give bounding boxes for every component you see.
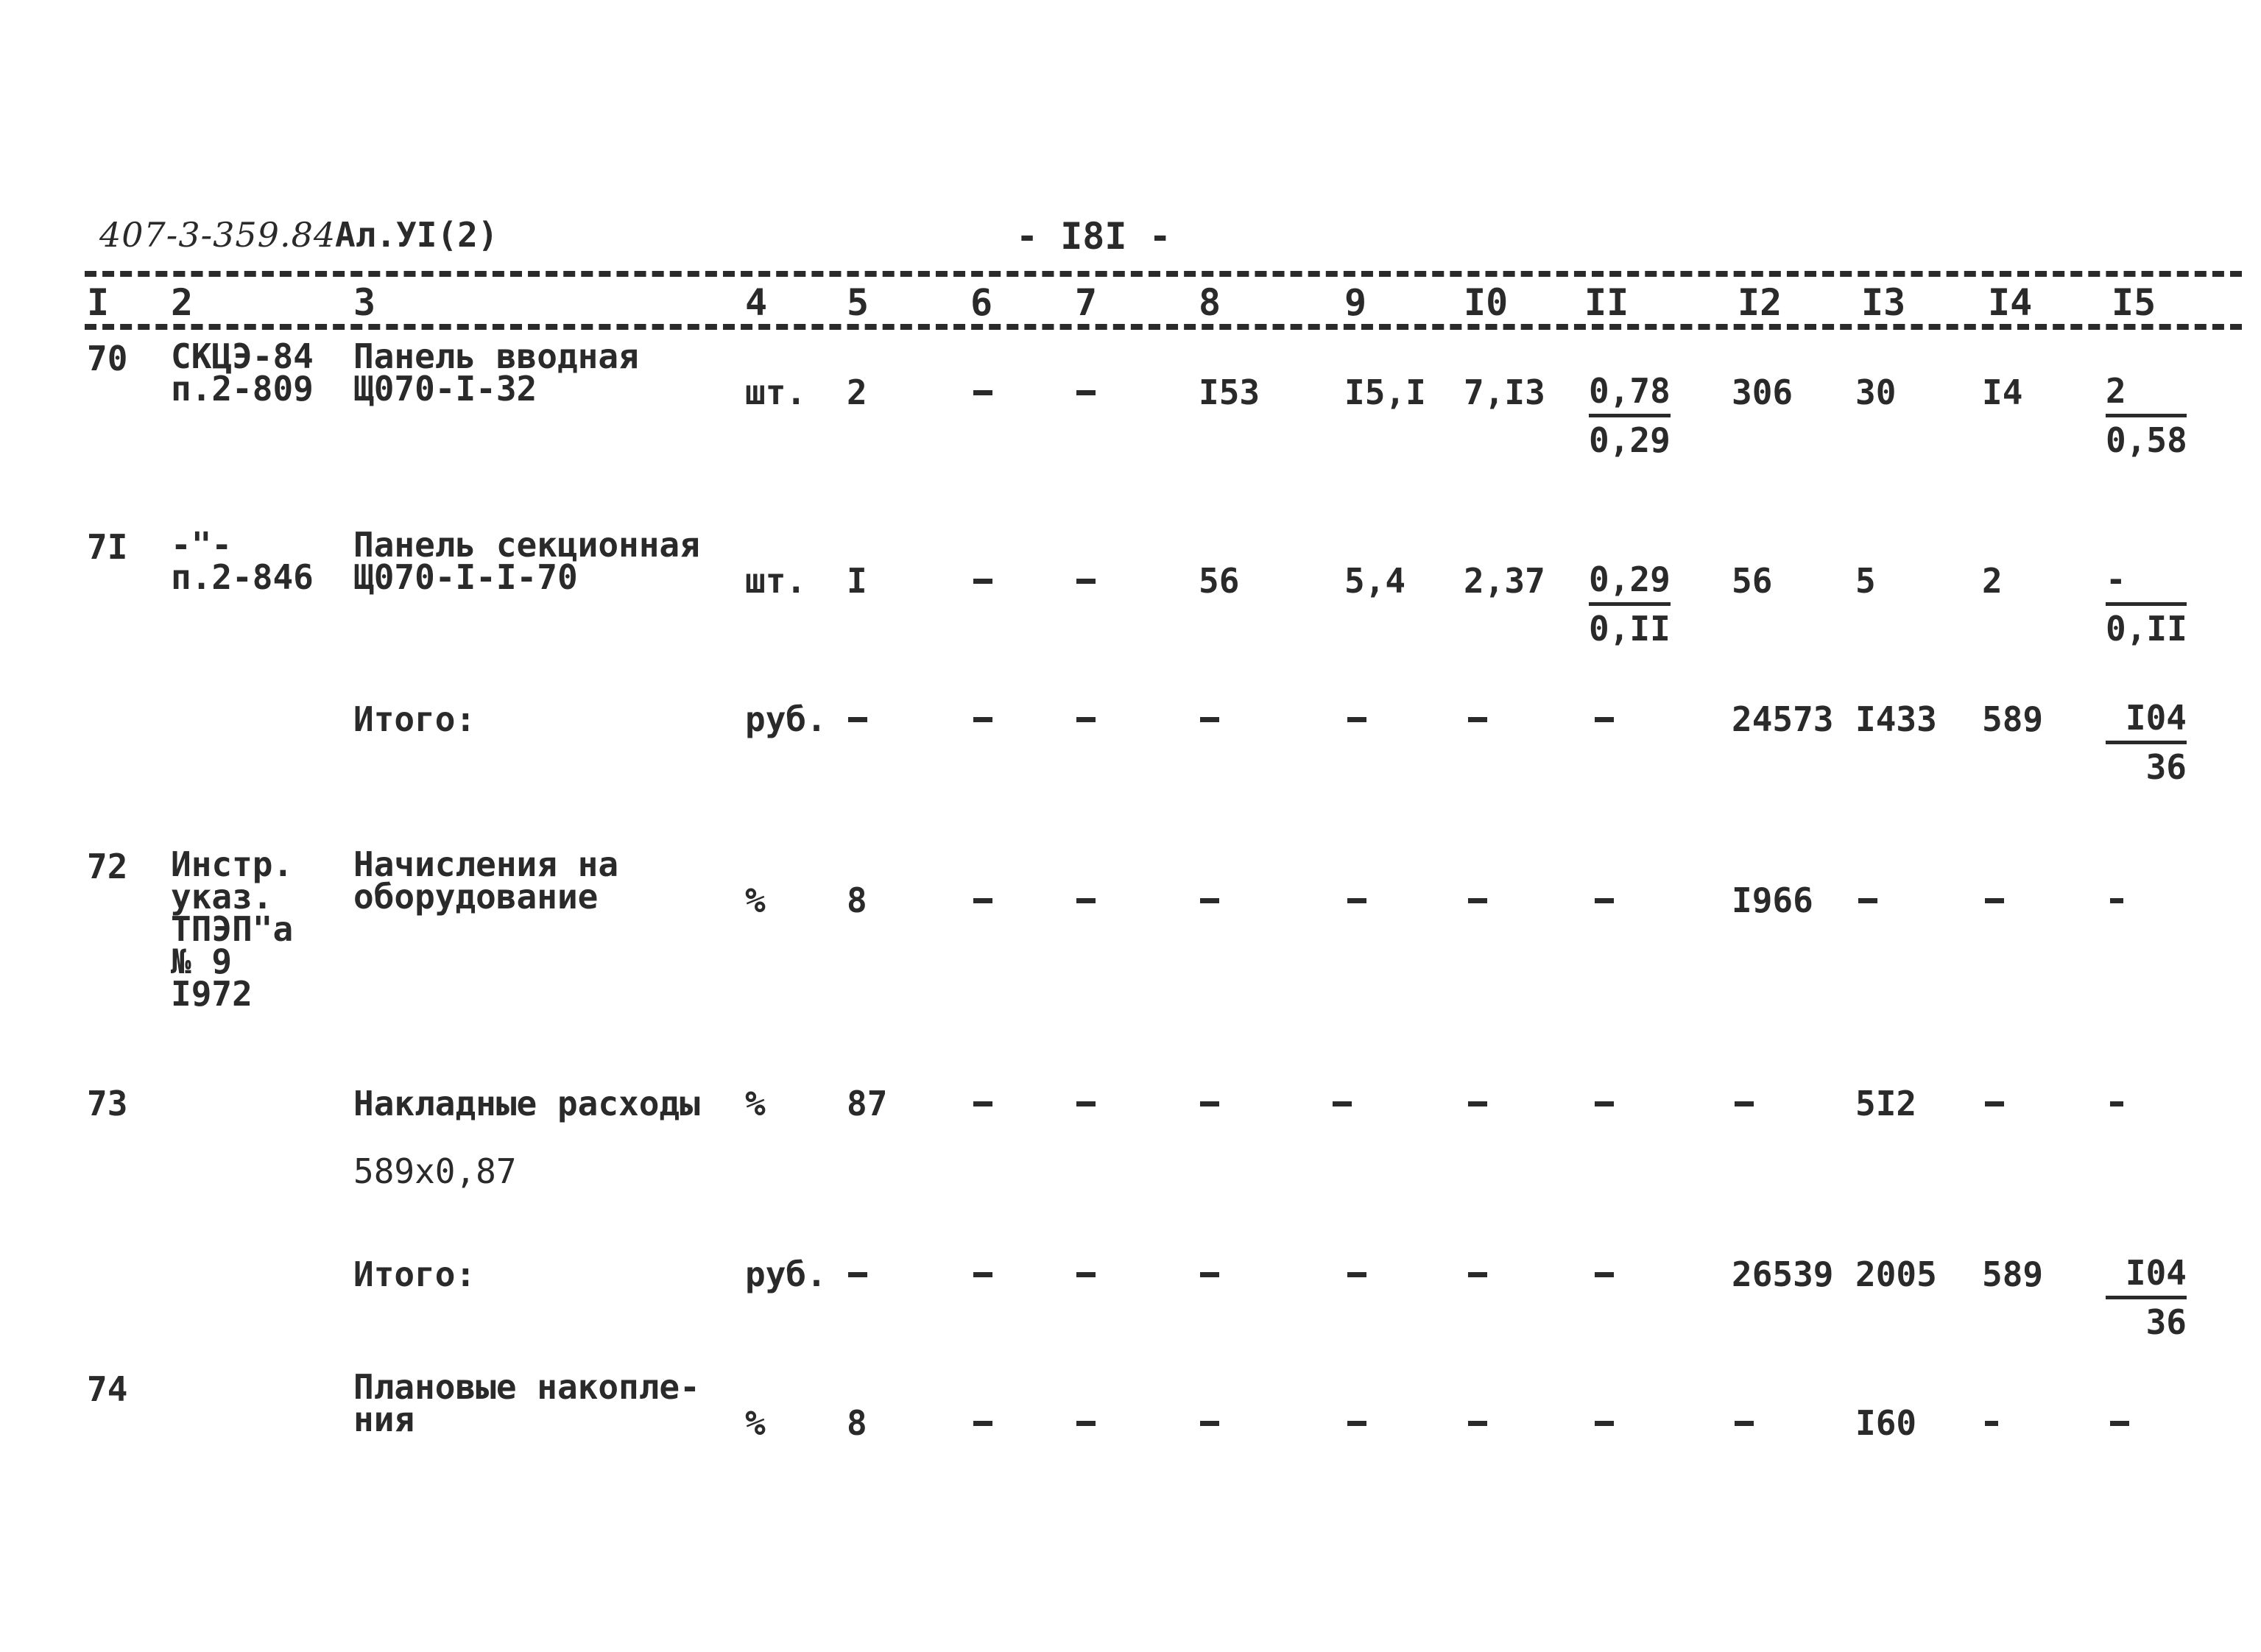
empty-dash <box>1076 579 1096 584</box>
col-10-value: 7,I3 <box>1464 373 1545 412</box>
col-12-value: 24573 <box>1732 699 1834 739</box>
unit: руб. <box>745 1254 827 1294</box>
empty-dash <box>2110 1101 2123 1106</box>
empty-dash <box>1595 717 1614 722</box>
column-header: I0 <box>1464 281 1509 324</box>
page-number: - I8I - <box>1016 215 1171 258</box>
empty-dash <box>1595 1421 1614 1426</box>
row-number: 70 <box>87 339 128 378</box>
column-header: 8 <box>1199 281 1221 324</box>
empty-dash <box>1076 717 1096 722</box>
empty-dash <box>973 579 992 584</box>
empty-dash <box>1735 1421 1754 1426</box>
col-13-value: 5I2 <box>1855 1084 1917 1123</box>
sheet-label: Ал.УI(2) <box>335 215 498 255</box>
column-header: 6 <box>970 281 993 324</box>
empty-dash <box>973 1421 992 1426</box>
column-header: 5 <box>847 281 870 324</box>
empty-dash <box>1595 1272 1614 1277</box>
col-12-value: I966 <box>1732 880 1813 920</box>
row-number: 7I <box>87 527 128 567</box>
column-header: 4 <box>745 281 768 324</box>
calculation-note: 589х0,87 <box>353 1151 517 1191</box>
empty-dash <box>1595 898 1614 903</box>
unit: % <box>745 880 766 920</box>
column-header: 9 <box>1344 281 1367 324</box>
quantity: 87 <box>847 1084 888 1123</box>
empty-dash <box>1200 717 1219 722</box>
col-8-value: 56 <box>1199 561 1240 601</box>
empty-dash <box>973 1272 992 1277</box>
item-name: Плановые накопле- ния <box>353 1367 700 1439</box>
top-rule <box>85 271 2242 277</box>
row-number: 74 <box>87 1369 128 1409</box>
col-9-value: I5,I <box>1344 373 1426 412</box>
total-label: Итого: <box>353 699 476 739</box>
reference: Инстр. указ. ТПЭП"а № 9 I972 <box>171 844 294 1014</box>
col-14-value: 2 <box>1982 561 2003 601</box>
column-header: I5 <box>2112 281 2156 324</box>
col-13-value: 30 <box>1855 373 1897 412</box>
col-11-fraction: $\frac{0,78}{0,29}$ <box>1589 368 1671 463</box>
empty-dash <box>973 717 992 722</box>
quantity: 8 <box>847 880 867 920</box>
empty-dash <box>1347 1272 1366 1277</box>
reference: СКЦЭ-84 п.2-809 <box>171 336 314 409</box>
col-14-value: I4 <box>1982 373 2023 412</box>
col-12-value: 56 <box>1732 561 1773 601</box>
quantity: I <box>847 561 867 601</box>
col-15-fraction: - 0,II <box>2106 557 2187 652</box>
empty-dash <box>973 1101 992 1106</box>
empty-dash <box>1468 1272 1487 1277</box>
empty-dash <box>1468 898 1487 903</box>
empty-dash <box>1076 898 1096 903</box>
empty-dash <box>1333 1101 1352 1106</box>
empty-dash <box>1858 898 1877 903</box>
item-name: Панель вводная Щ070-I-32 <box>353 336 639 409</box>
empty-dash <box>1735 1101 1754 1106</box>
unit: % <box>745 1084 766 1123</box>
column-header: 7 <box>1075 281 1098 324</box>
column-header: 2 <box>171 281 194 324</box>
item-name: Панель секционная Щ070-I-I-70 <box>353 525 700 597</box>
empty-dash <box>1076 1272 1096 1277</box>
col-14-value: 589 <box>1982 1254 2044 1294</box>
empty-dash <box>1200 898 1219 903</box>
empty-dash <box>1200 1421 1219 1426</box>
empty-dash <box>1468 1101 1487 1106</box>
empty-dash <box>2110 898 2123 903</box>
col-14-value: 589 <box>1982 699 2044 739</box>
row-number: 73 <box>87 1084 128 1123</box>
column-header: I4 <box>1988 281 2033 324</box>
item-name: Накладные расходы <box>353 1084 700 1123</box>
col-13-value: 2005 <box>1855 1254 1937 1294</box>
empty-dash <box>1347 898 1366 903</box>
empty-dash <box>973 390 992 395</box>
column-header: I <box>87 281 110 324</box>
col-15-fraction: $\frac{I04}{36}$ <box>2106 1250 2187 1345</box>
column-header: I2 <box>1738 281 1782 324</box>
quantity: 8 <box>847 1403 867 1443</box>
unit: шт. <box>745 373 807 412</box>
col-8-value: I53 <box>1199 373 1260 412</box>
empty-dash <box>1347 1421 1366 1426</box>
empty-dash <box>1985 898 2004 903</box>
document-code: 407-3-359.84 <box>99 215 336 255</box>
column-header: I3 <box>1861 281 1906 324</box>
col-13-value: I433 <box>1855 699 1937 739</box>
unit: % <box>745 1403 766 1443</box>
col-15-fraction: $\frac{I04}{36}$ <box>2106 695 2187 790</box>
quantity: 2 <box>847 373 867 412</box>
empty-dash <box>1076 1421 1096 1426</box>
col-15-fraction: $\frac{2}{0,58}$ <box>2106 368 2187 463</box>
empty-dash <box>1595 1101 1614 1106</box>
empty-dash <box>1076 390 1096 395</box>
col-13-value: 5 <box>1855 561 1876 601</box>
empty-dash <box>1468 717 1487 722</box>
col-11-fraction: $\frac{0,29}{0,II}$ <box>1589 557 1671 652</box>
empty-dash <box>1985 1101 2004 1106</box>
reference: -"- п.2-846 <box>171 525 314 597</box>
empty-dash <box>1347 717 1366 722</box>
item-name: Начисления на оборудование <box>353 844 619 917</box>
col-12-value: 26539 <box>1732 1254 1834 1294</box>
col-10-value: 2,37 <box>1464 561 1545 601</box>
column-header: 3 <box>353 281 376 324</box>
total-label: Итого: <box>353 1254 476 1294</box>
empty-dash <box>848 1272 867 1277</box>
empty-dash <box>1200 1272 1219 1277</box>
header-rule <box>85 324 2242 330</box>
col-9-value: 5,4 <box>1344 561 1406 601</box>
empty-dash <box>1468 1421 1487 1426</box>
empty-dash <box>1076 1101 1096 1106</box>
unit: руб. <box>745 699 827 739</box>
col-13-value: I60 <box>1855 1403 1917 1443</box>
empty-dash <box>1200 1101 1219 1106</box>
unit: шт. <box>745 561 807 601</box>
empty-dash <box>2110 1421 2129 1426</box>
empty-dash <box>848 717 867 722</box>
empty-dash <box>1985 1421 1998 1426</box>
column-header: II <box>1584 281 1629 324</box>
col-12-value: 306 <box>1732 373 1793 412</box>
row-number: 72 <box>87 847 128 886</box>
empty-dash <box>973 898 992 903</box>
